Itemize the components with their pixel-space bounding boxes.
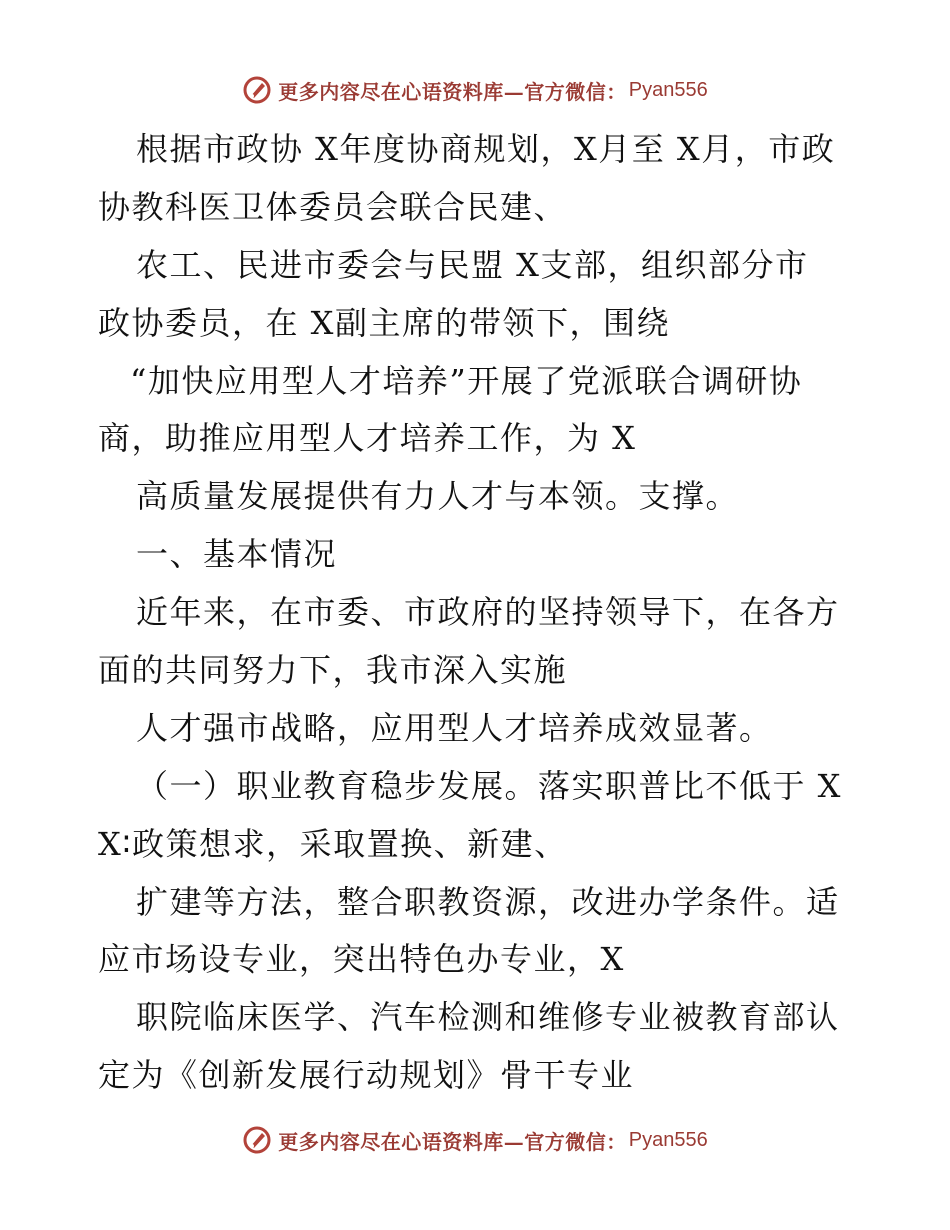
body-line: 近年来，在市委、市政府的坚持领导下，在各方	[136, 593, 840, 632]
body-line: 扩建等方法，整合职教资源，改进办学条件。适	[136, 882, 840, 921]
pen-circle-logo-icon	[242, 75, 272, 105]
body-line: 职院临床医学、汽车检测和维修专业被教育部认	[136, 998, 840, 1037]
subsection-heading-line: （一）职业教育稳步发展。落实职普比不低于 X	[136, 766, 842, 805]
body-line: 农工、民进市委会与民盟 X支部，组织部分市	[136, 245, 809, 284]
body-line: 面的共同努力下，我市深入实施	[98, 651, 568, 690]
body-line: X∶政策想求，采取置换、新建、	[98, 824, 568, 863]
body-line: 人才强市战略，应用型人才培养成效显著。	[136, 708, 773, 747]
pen-circle-logo-icon	[242, 1125, 272, 1155]
body-line: 商，助推应用型人才培养工作，为 X	[98, 419, 637, 458]
body-line: 政协委员，在 X副主席的带领下，围绕	[98, 303, 670, 342]
footer-wechat-id: Pyan556	[628, 1128, 708, 1151]
header-banner-text: 更多内容尽在心语资料库—官方微信：	[278, 79, 627, 104]
footer-banner-text: 更多内容尽在心语资料库—官方微信：	[278, 1129, 627, 1154]
body-line: 应市场设专业，突出特色办专业，X	[98, 940, 625, 979]
body-line: 定为《创新发展行动规划》骨干专业	[98, 1056, 635, 1095]
body-line: “加快应用型人才培养”开展了党派联合调研协	[130, 361, 803, 400]
body-line: 高质量发展提供有力人才与本领。支撑。	[136, 477, 740, 516]
footer-banner	[0, 1120, 950, 1160]
document-body	[98, 121, 868, 1105]
body-line: 根据市政协 X年度协商规划，X月至 X月，市政	[136, 130, 836, 168]
header-wechat-id: Pyan556	[628, 78, 708, 101]
section-heading: 一、基本情况	[136, 535, 338, 574]
header-banner	[0, 70, 950, 110]
body-line: 协教科医卫体委员会联合民建、	[98, 187, 568, 226]
